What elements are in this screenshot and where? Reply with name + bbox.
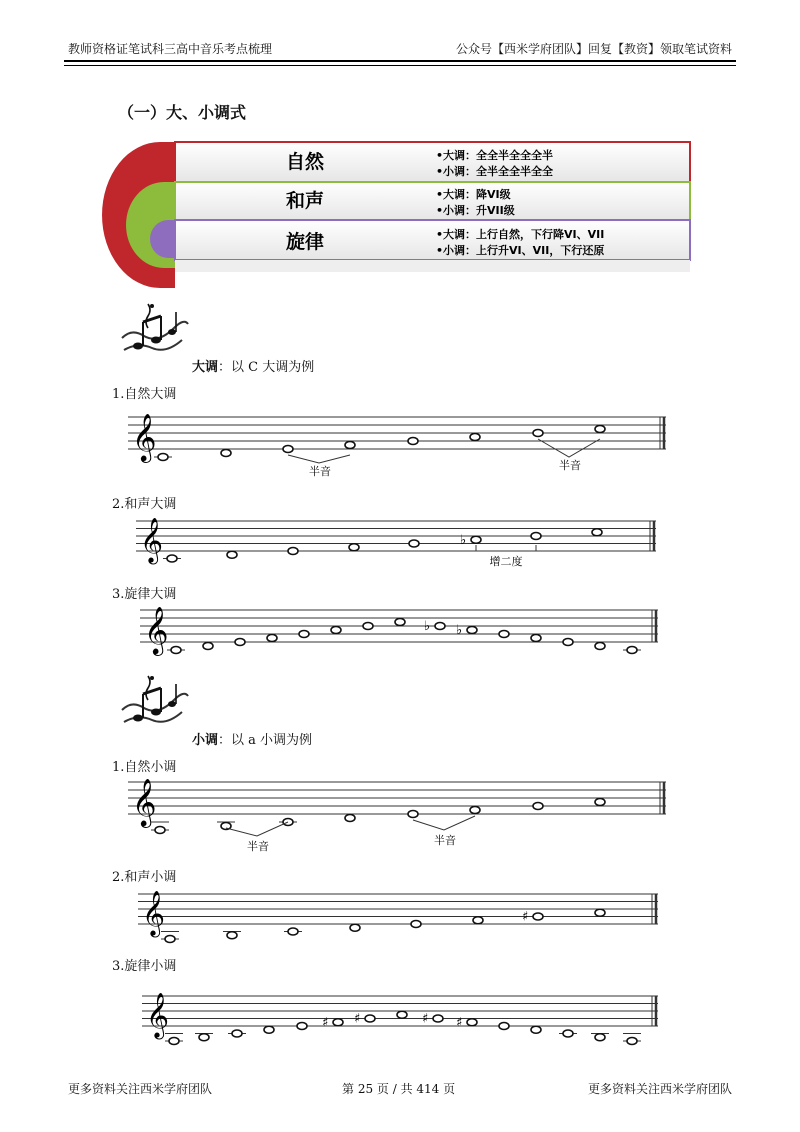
whole-note [345, 815, 355, 822]
whole-note [470, 807, 480, 814]
whole-note [165, 936, 175, 943]
staff-natural-minor [128, 776, 668, 858]
minor-subtitle-bold: 小调 [192, 733, 219, 748]
whole-note [283, 446, 293, 453]
whole-note [299, 631, 309, 638]
whole-note [288, 548, 298, 555]
treble-clef-icon: 𝄞 [146, 993, 170, 1038]
music-notes-icon [118, 670, 190, 734]
half-step-bracket [288, 455, 350, 463]
whole-note [221, 450, 231, 457]
music-notes-icon [118, 298, 190, 362]
label-harmonic-minor: 2.和声小调 [112, 870, 177, 885]
whole-note [411, 921, 421, 928]
whole-note [350, 924, 360, 931]
footer-right-text: 更多资料关注西米学府团队 [587, 1082, 732, 1096]
label-melodic-minor: 3.旋律小调 [112, 959, 177, 974]
major-subtitle-desc: ：以 C 大调为例 [218, 360, 315, 375]
whole-note [232, 1030, 242, 1037]
major-subtitle-bold: 大调 [192, 360, 219, 375]
row-natural-minor: •小调：全半全全半全全 [436, 165, 554, 178]
label-harmonic-major: 2.和声大调 [112, 497, 177, 512]
whole-note [533, 430, 543, 437]
sharp-icon: ♯ [322, 1015, 329, 1031]
row-natural-major: •大调：全全半全全全半 [436, 149, 554, 162]
whole-note [435, 623, 445, 630]
whole-note [627, 1038, 637, 1045]
staff-melodic-minor [142, 992, 660, 1048]
whole-note [595, 1034, 605, 1041]
whole-note [627, 647, 637, 654]
row-harmonic-minor: •小调：升VII级 [436, 204, 515, 217]
flat-icon: ♭ [456, 623, 463, 638]
whole-note [397, 1011, 407, 1018]
header-right-text: 公众号【西米学府团队】回复【教资】领取笔试资料 [455, 42, 732, 56]
whole-note [167, 555, 177, 562]
whole-note [331, 627, 341, 634]
flat-icon: ♭ [424, 619, 431, 634]
whole-note [471, 536, 481, 543]
whole-note [499, 631, 509, 638]
whole-note [595, 643, 605, 650]
treble-clef-icon: 𝄞 [142, 891, 166, 936]
whole-note [365, 1015, 375, 1022]
whole-note [533, 803, 543, 810]
whole-note [169, 1038, 179, 1045]
whole-note [345, 442, 355, 449]
treble-clef-icon: 𝄞 [144, 605, 169, 654]
whole-note [595, 426, 605, 433]
whole-note [595, 799, 605, 806]
whole-note [297, 1023, 307, 1030]
label-natural-major: 1.自然大调 [112, 387, 177, 402]
whole-note [155, 827, 165, 834]
page-header [68, 40, 732, 58]
half-step-bracket [538, 439, 600, 457]
whole-note [408, 438, 418, 445]
whole-note [467, 1019, 477, 1026]
interval-bracket [476, 545, 536, 551]
half-step-bracket [413, 816, 475, 830]
row-melodic-major: •大调：上行自然，下行降VI、VII [436, 228, 605, 241]
staff-harmonic-minor [138, 890, 662, 946]
row-name-harmonic: 和声 [285, 190, 325, 212]
whole-note [264, 1026, 274, 1033]
half-step-bracket [226, 822, 288, 836]
whole-note [199, 1034, 209, 1041]
whole-note [408, 811, 418, 818]
whole-note [349, 544, 359, 551]
interval-label: 增二度 [489, 555, 523, 568]
interval-label: 半音 [559, 459, 581, 472]
sharp-icon: ♯ [354, 1011, 361, 1027]
staff-harmonic-major [136, 515, 660, 575]
whole-note [467, 627, 477, 634]
footer-left-text: 更多资料关注西米学府团队 [68, 1082, 213, 1096]
whole-note [433, 1015, 443, 1022]
whole-note [158, 454, 168, 461]
whole-note [227, 932, 237, 939]
sharp-icon: ♯ [522, 909, 529, 925]
whole-note [470, 434, 480, 441]
whole-note [595, 909, 605, 916]
interval-label: 半音 [434, 834, 456, 847]
section-title: （一）大、小调式 [118, 103, 247, 122]
whole-note [171, 647, 181, 654]
treble-clef-icon: 𝄞 [140, 518, 164, 563]
sharp-icon: ♯ [456, 1015, 463, 1031]
interval-label: 半音 [247, 840, 269, 853]
whole-note [395, 619, 405, 626]
whole-note [363, 623, 373, 630]
flat-icon: ♭ [460, 532, 467, 548]
whole-note [473, 917, 483, 924]
whole-note [531, 635, 541, 642]
whole-note [409, 540, 419, 547]
staff-natural-major [128, 405, 668, 485]
sharp-icon: ♯ [422, 1011, 429, 1027]
header-rule-thin [64, 65, 736, 66]
staff-melodic-major [140, 602, 660, 662]
whole-note [533, 913, 543, 920]
header-left-text: 教师资格证笔试科三高中音乐考点梳理 [68, 42, 273, 56]
row-name-melodic: 旋律 [285, 231, 325, 253]
header-rule-thick [64, 60, 736, 62]
scale-type-table [100, 140, 700, 290]
whole-note [288, 928, 298, 935]
label-natural-minor: 1.自然小调 [112, 760, 177, 775]
whole-note [267, 635, 277, 642]
row-name-natural: 自然 [285, 151, 325, 173]
page-number: 第 25 页 / 共 414 页 [342, 1082, 456, 1096]
whole-note [592, 529, 602, 536]
whole-note [563, 1030, 573, 1037]
interval-label: 半音 [309, 465, 331, 478]
row-melodic-minor: •小调：上行升VI、VII，下行还原 [436, 244, 605, 257]
whole-note [499, 1023, 509, 1030]
label-melodic-major: 3.旋律大调 [112, 587, 177, 602]
treble-clef-icon: 𝄞 [132, 412, 157, 461]
minor-subtitle [192, 729, 312, 748]
whole-note [235, 639, 245, 646]
whole-note [563, 639, 573, 646]
minor-subtitle-desc: ：以 a 小调为例 [218, 733, 313, 748]
whole-note [333, 1019, 343, 1026]
whole-note [531, 533, 541, 540]
treble-clef-icon: 𝄞 [132, 777, 157, 826]
major-subtitle [192, 356, 314, 375]
whole-note [531, 1026, 541, 1033]
row-harmonic-major: •大调：降VI级 [436, 188, 511, 201]
whole-note [203, 643, 213, 650]
whole-note [227, 551, 237, 558]
